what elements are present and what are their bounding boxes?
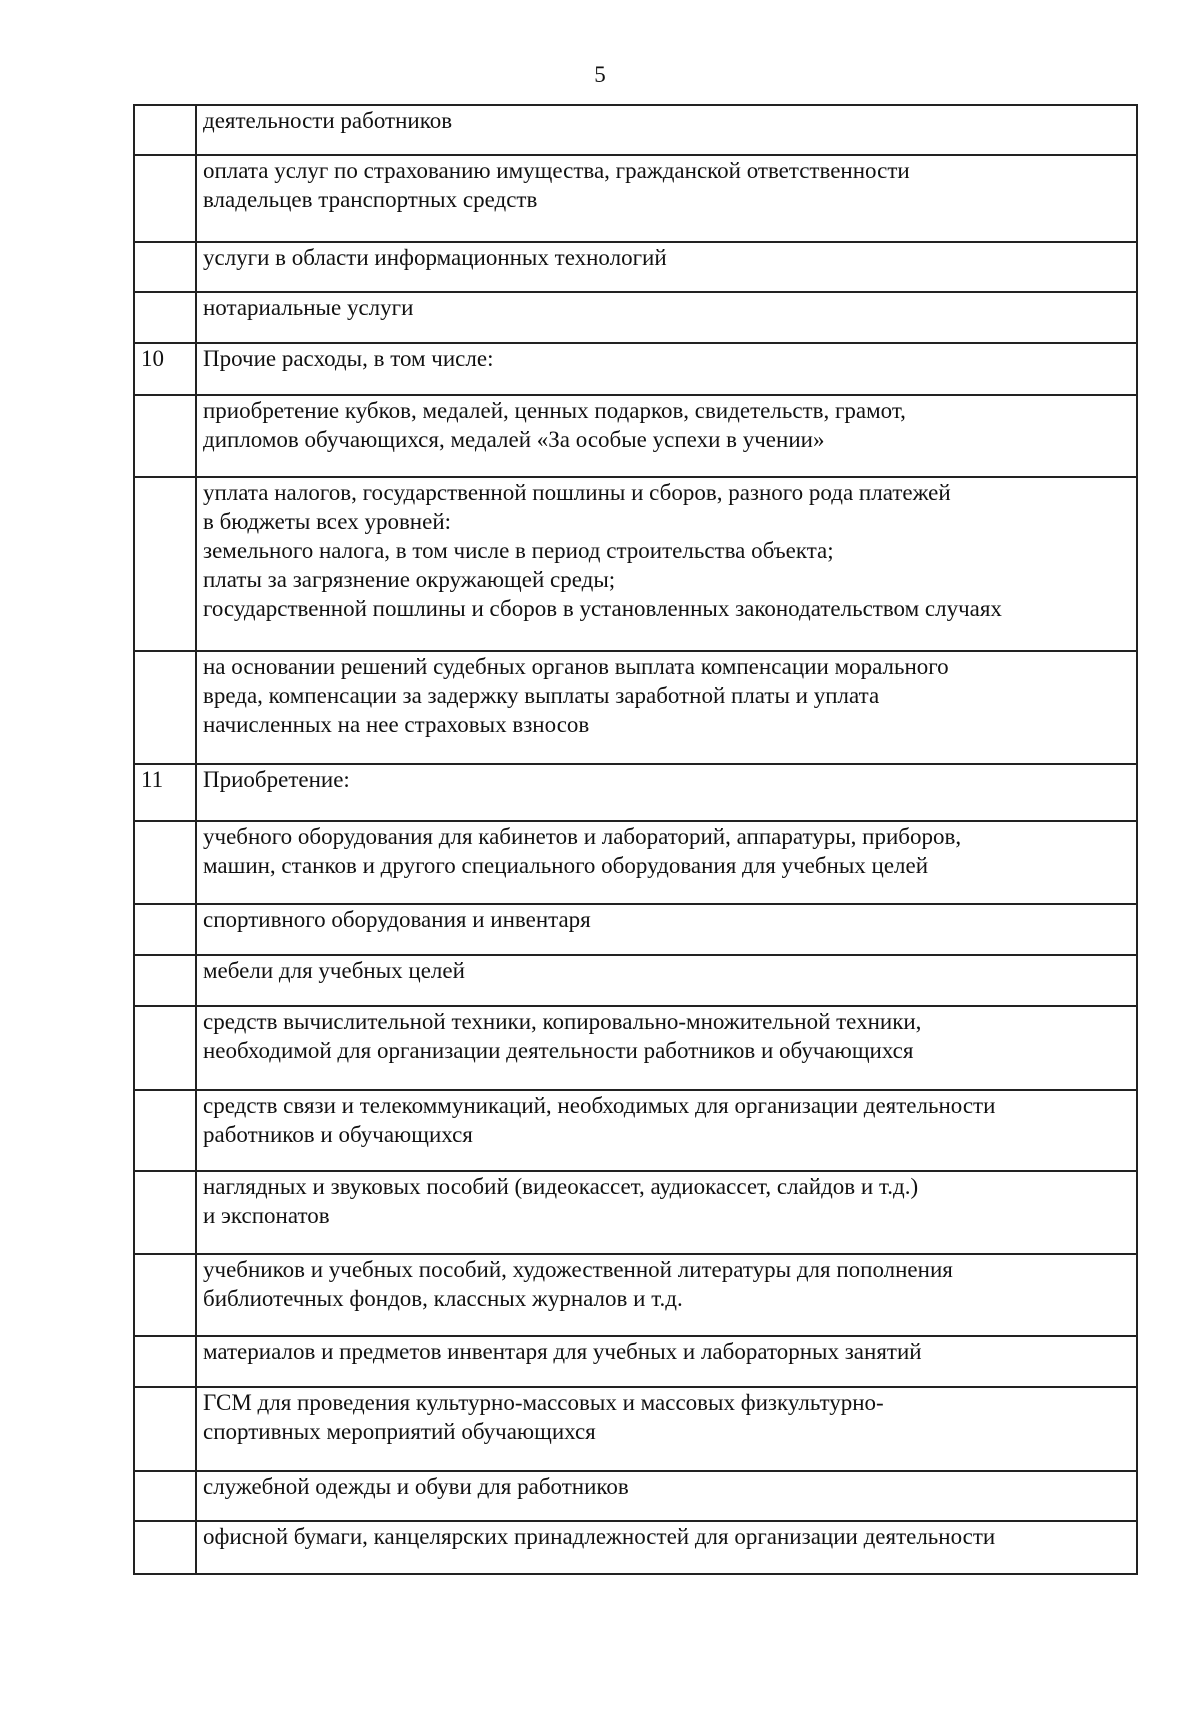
row-number-cell bbox=[134, 242, 196, 292]
row-number-cell bbox=[134, 292, 196, 343]
row-text-cell bbox=[196, 1387, 1137, 1471]
table-row bbox=[134, 1471, 1137, 1521]
row-text-cell bbox=[196, 651, 1137, 764]
row-number-cell bbox=[134, 1090, 196, 1171]
text-line: работников и обучающихся bbox=[203, 1122, 473, 1147]
row-number-cell bbox=[134, 1254, 196, 1336]
row-number-cell: 11 bbox=[134, 764, 196, 821]
text-line: спортивных мероприятий обучающихся bbox=[203, 1419, 596, 1444]
text-line: уплата налогов, государственной пошлины и сборов, разного рода платежей bbox=[203, 480, 951, 505]
text-line: материалов и предметов инвентаря для учебных и лабораторных занятий bbox=[203, 1339, 922, 1364]
table-row bbox=[134, 955, 1137, 1006]
row-text-cell bbox=[196, 1090, 1137, 1171]
text-line: и экспонатов bbox=[203, 1203, 330, 1228]
text-line: в бюджеты всех уровней: bbox=[203, 509, 452, 534]
table-row bbox=[134, 1254, 1137, 1336]
expense-table-body bbox=[134, 105, 1137, 1574]
text-line: необходимой для организации деятельности работников и обучающихся bbox=[203, 1038, 914, 1063]
text-line: учебного оборудования для кабинетов и лабораторий, аппаратуры, приборов, bbox=[203, 824, 962, 849]
text-line: услуги в области информационных технологий bbox=[203, 245, 667, 270]
text-line: деятельности работников bbox=[203, 108, 453, 133]
row-number-cell bbox=[134, 1336, 196, 1387]
row-number-cell bbox=[134, 1387, 196, 1471]
table-row bbox=[134, 343, 1137, 395]
text-line: вреда, компенсации за задержку выплаты заработной платы и уплата bbox=[203, 683, 880, 708]
table-row bbox=[134, 651, 1137, 764]
row-text-cell bbox=[196, 1254, 1137, 1336]
row-text-cell bbox=[196, 1006, 1137, 1090]
row-number-cell bbox=[134, 955, 196, 1006]
table-row bbox=[134, 1387, 1137, 1471]
text-line: государственной пошлины и сборов в установленных законодательством случаях bbox=[203, 596, 1002, 621]
text-line: библиотечных фондов, классных журналов и т.д. bbox=[203, 1286, 683, 1311]
text-line: оплата услуг по страхованию имущества, гражданской ответственности bbox=[203, 158, 910, 183]
table-row bbox=[134, 395, 1137, 477]
text-line: средств связи и телекоммуникаций, необходимых для организации деятельности bbox=[203, 1093, 996, 1118]
row-text-cell bbox=[196, 242, 1137, 292]
text-line: наглядных и звуковых пособий (видеокассет, аудиокассет, слайдов и т.д.) bbox=[203, 1174, 919, 1199]
row-number-cell bbox=[134, 821, 196, 904]
table-row bbox=[134, 1521, 1137, 1574]
table-row bbox=[134, 904, 1137, 955]
expense-table bbox=[133, 104, 1138, 1575]
text-line: платы за загрязнение окружающей среды; bbox=[203, 567, 616, 592]
table-row bbox=[134, 764, 1137, 821]
row-text-cell bbox=[196, 155, 1137, 242]
row-text-cell bbox=[196, 343, 1137, 395]
row-text-cell bbox=[196, 1471, 1137, 1521]
table-row bbox=[134, 242, 1137, 292]
row-number-cell bbox=[134, 477, 196, 651]
text-line: спортивного оборудования и инвентаря bbox=[203, 907, 591, 932]
row-number-cell bbox=[134, 105, 196, 155]
row-number-cell bbox=[134, 1006, 196, 1090]
text-line: Прочие расходы, в том числе: bbox=[203, 346, 494, 371]
table-row bbox=[134, 105, 1137, 155]
row-text-cell bbox=[196, 955, 1137, 1006]
row-number-cell: 10 bbox=[134, 343, 196, 395]
row-text-cell bbox=[196, 477, 1137, 651]
text-line: мебели для учебных целей bbox=[203, 958, 465, 983]
row-text-cell bbox=[196, 1521, 1137, 1574]
text-line: служебной одежды и обуви для работников bbox=[203, 1474, 629, 1499]
text-line: учебников и учебных пособий, художественной литературы для пополнения bbox=[203, 1257, 953, 1282]
row-number-cell bbox=[134, 651, 196, 764]
table-row bbox=[134, 292, 1137, 343]
table-row bbox=[134, 477, 1137, 651]
row-number-cell bbox=[134, 1171, 196, 1254]
row-text-cell bbox=[196, 395, 1137, 477]
row-number-cell bbox=[134, 1521, 196, 1574]
row-text-cell bbox=[196, 292, 1137, 343]
text-line: начисленных на нее страховых взносов bbox=[203, 712, 590, 737]
text-line: Приобретение: bbox=[203, 767, 350, 792]
row-number-cell bbox=[134, 395, 196, 477]
row-number-cell bbox=[134, 904, 196, 955]
row-number-cell bbox=[134, 155, 196, 242]
table-row bbox=[134, 1090, 1137, 1171]
row-text-cell bbox=[196, 1336, 1137, 1387]
row-text-cell bbox=[196, 821, 1137, 904]
text-line: средств вычислительной техники, копировально-множительной техники, bbox=[203, 1009, 922, 1034]
row-text-cell bbox=[196, 105, 1137, 155]
table-row bbox=[134, 1006, 1137, 1090]
text-line: машин, станков и другого специального оборудования для учебных целей bbox=[203, 853, 929, 878]
row-text-cell bbox=[196, 904, 1137, 955]
text-line: дипломов обучающихся, медалей «За особые успехи в учении» bbox=[203, 427, 825, 452]
text-line: нотариальные услуги bbox=[203, 295, 414, 320]
row-number-cell bbox=[134, 1471, 196, 1521]
text-line: земельного налога, в том числе в период строительства объекта; bbox=[203, 538, 834, 563]
table-row bbox=[134, 821, 1137, 904]
text-line: офисной бумаги, канцелярских принадлежностей для организации деятельности bbox=[203, 1524, 996, 1549]
page-number: 5 bbox=[594, 62, 606, 87]
row-text-cell bbox=[196, 1171, 1137, 1254]
text-line: приобретение кубков, медалей, ценных подарков, свидетельств, грамот, bbox=[203, 398, 906, 423]
text-line: ГСМ для проведения культурно-массовых и массовых физкультурно- bbox=[203, 1390, 884, 1415]
table-row bbox=[134, 1171, 1137, 1254]
row-text-cell bbox=[196, 764, 1137, 821]
table-row bbox=[134, 155, 1137, 242]
text-line: на основании решений судебных органов выплата компенсации морального bbox=[203, 654, 949, 679]
text-line: владельцев транспортных средств bbox=[203, 187, 538, 212]
table-row bbox=[134, 1336, 1137, 1387]
